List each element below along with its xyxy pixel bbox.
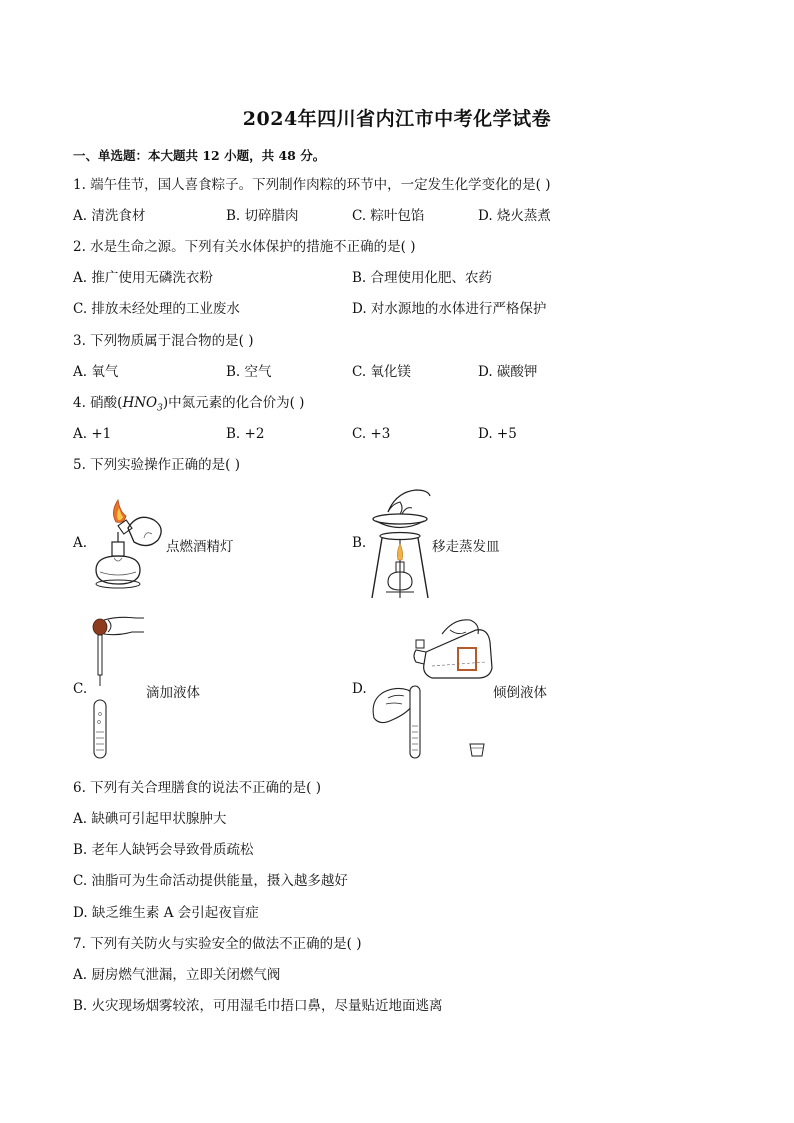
- q6-option-a: A. 缺碘可引起甲状腺肿大: [73, 811, 227, 827]
- q5-option-c-letter: C.: [73, 681, 88, 697]
- q5-option-a-label: 点燃酒精灯: [166, 539, 234, 555]
- question-2-stem: 2. 水是生命之源。下列有关水体保护的措施不正确的是( ): [73, 239, 416, 255]
- q3-option-d: D. 碳酸钾: [478, 364, 538, 380]
- q4-formula: HNO: [122, 395, 158, 411]
- evaporating-dish-icon: [366, 486, 432, 600]
- q7-option-a: A. 厨房燃气泄漏，立即关闭燃气阀: [73, 967, 281, 983]
- q3-option-a: A. 氧气: [73, 364, 119, 380]
- exam-title: 2024年四川省内江市中考化学试卷: [242, 108, 552, 130]
- q4-stem-pre: 4. 硝酸(: [73, 395, 123, 411]
- q5-option-d-letter: D.: [352, 681, 367, 697]
- question-4-stem: [73, 394, 304, 418]
- q4-option-c: C. +3: [352, 426, 391, 442]
- q6-option-d: D. 缺乏维生素 A 会引起夜盲症: [73, 905, 259, 921]
- q2-option-a: A. 推广使用无磷洗衣粉: [73, 270, 213, 286]
- question-6-stem: 6. 下列有关合理膳食的说法不正确的是( ): [73, 780, 321, 796]
- q2-option-d: D. 对水源地的水体进行严格保护: [352, 301, 547, 317]
- q5-option-b-letter: B.: [352, 535, 367, 551]
- q5-option-c-label: 滴加液体: [146, 685, 200, 701]
- question-3-stem: 3. 下列物质属于混合物的是( ): [73, 333, 254, 349]
- question-1-stem: 1. 端午佳节，国人喜食粽子。下列制作肉粽的环节中，一定发生化学变化的是( ): [73, 177, 551, 193]
- q4-option-a: A. +1: [73, 426, 112, 442]
- question-7-stem: 7. 下列有关防火与实验安全的做法不正确的是( ): [73, 936, 362, 952]
- pouring-liquid-icon: [366, 608, 496, 766]
- q4-formula-subscript: 3: [157, 403, 163, 414]
- q3-option-b: B. 空气: [226, 364, 272, 380]
- q1-option-c: C. 粽叶包馅: [352, 208, 425, 224]
- q1-option-d: D. 烧火蒸煮: [478, 208, 551, 224]
- q4-option-b: B. +2: [226, 426, 265, 442]
- q4-option-d: D. +5: [478, 426, 517, 442]
- section-heading: 一、单选题：本大题共 12 小题，共 48 分。: [73, 148, 326, 163]
- q2-option-c: C. 排放未经处理的工业废水: [73, 301, 240, 317]
- q5-option-d-label: 倾倒液体: [493, 685, 547, 701]
- q3-option-c: C. 氧化镁: [352, 364, 411, 380]
- q1-option-a: A. 清洗食材: [73, 208, 146, 224]
- q5-option-b-label: 移走蒸发皿: [432, 539, 500, 555]
- q4-stem-post: )中氮元素的化合价为( ): [162, 395, 305, 411]
- q2-option-b: B. 合理使用化肥、农药: [352, 270, 493, 286]
- alcohol-lamp-icon: [88, 498, 168, 594]
- dropper-icon: [88, 614, 148, 764]
- q7-option-b: B. 火灾现场烟雾较浓，可用湿毛巾捂口鼻，尽量贴近地面逃离: [73, 998, 443, 1014]
- q6-option-c: C. 油脂可为生命活动提供能量，摄入越多越好: [73, 873, 348, 889]
- q6-option-b: B. 老年人缺钙会导致骨质疏松: [73, 842, 254, 858]
- question-5-stem: 5. 下列实验操作正确的是( ): [73, 457, 240, 473]
- q1-option-b: B. 切碎腊肉: [226, 208, 299, 224]
- q5-option-a-letter: A.: [73, 535, 88, 551]
